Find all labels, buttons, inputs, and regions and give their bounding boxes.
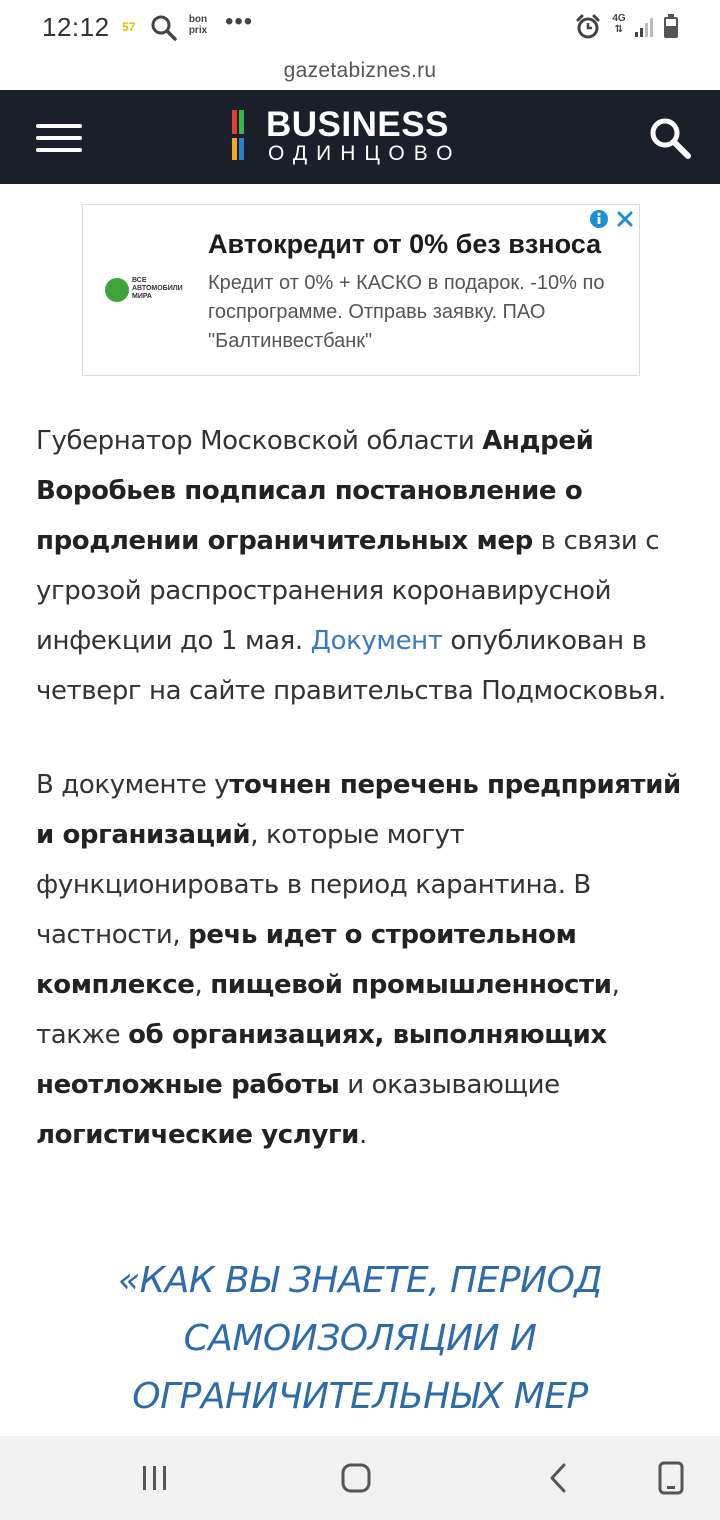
ad-description[interactable]: Кредит от 0% + КАСКО в подарок. -10% по госпрограмме. Отправь заявку. ПАО "Балтинвестбанк" [208,272,605,352]
text-run: Губернатор Московской области [36,426,483,456]
home-icon[interactable] [340,1462,372,1494]
battery-icon [664,14,678,38]
system-nav-bar [0,1436,720,1520]
info-icon[interactable] [589,209,609,229]
logo-main-text: BUSINESS [266,105,449,144]
more-notifications-icon: ••• [225,8,254,35]
bold-text: об организациях, выполняющих неотложные работы [36,1020,607,1100]
bold-text: пищевой промышленности [210,970,612,1000]
search-icon [150,14,178,42]
notification-badge: 57 [122,20,136,34]
ad-title[interactable]: Автокредит от 0% без взноса [208,229,602,259]
logo-bar-green [239,110,244,134]
recents-icon[interactable] [140,1464,170,1492]
bold-text: речь идет о строительном комплексе [36,920,577,1000]
ad-logo-text [132,277,183,301]
close-icon[interactable] [615,209,635,229]
text-run: и оказывающие [339,1070,560,1100]
network-arrows: ⇅ [614,24,624,35]
back-icon[interactable] [546,1462,570,1494]
ad-logo-line3: МИРА [132,293,152,300]
logo-bar-blue [239,138,244,160]
pull-quote: «КАК ВЫ ЗНАЕТЕ, ПЕРИОД САМОИЗОЛЯЦИИ И ОГРАНИЧИТЕЛЬНЫХ МЕР [117,1260,603,1417]
menu-icon[interactable] [36,122,84,154]
text-run: опубликован в четверг на сайте правительства Подмосковья. [36,626,666,706]
status-bar [0,0,720,56]
article-paragraph-2 [36,760,696,1160]
ad-banner[interactable] [82,204,640,376]
url-text[interactable]: gazetabiznes.ru [283,59,437,82]
text-run: . [359,1120,367,1150]
article-body [36,416,696,1160]
bold-text: точнен перечень предприятий и организаций [36,770,681,850]
search-icon[interactable] [648,116,692,160]
logo-sub-text: ОДИНЦОВО [268,142,462,165]
bonprix-line2: prix [188,25,208,36]
text-run: , [194,970,211,1000]
text-run: , также [36,970,620,1050]
site-header [0,90,720,184]
alarm-icon [575,14,601,40]
text-run: в связи с угрозой распространения коронавирусной инфекции до 1 мая. [36,526,660,656]
tree-logo-icon [105,278,129,302]
logo-color-bars [232,110,258,160]
text-run: , которые могут функционировать в период карантина. В частности, [36,820,591,950]
document-link[interactable]: Документ [310,626,443,656]
bonprix-app-icon [186,14,210,36]
bonprix-line1: bon [188,14,208,25]
logo-bar-orange [232,138,237,160]
status-time: 12:12 [42,12,110,42]
ad-advertiser-logo [105,275,187,305]
bold-text: Андрей Воробьев подписал постановление о продлении ограничительных мер [36,426,594,556]
ad-logo-line2: АВТОМОБИЛИ [132,285,183,292]
screen-icon[interactable] [656,1460,686,1496]
article-paragraph-1 [36,416,696,716]
signal-icon [634,16,656,38]
ad-logo-line1: ВСЕ [132,277,147,284]
site-logo[interactable] [232,105,492,168]
network-type: 4G [612,13,626,24]
logo-bar-red [232,110,237,134]
address-bar[interactable] [0,56,720,90]
bold-text: логистические услуги [36,1120,360,1150]
text-run: В документе у [36,770,230,800]
network-4g-icon [610,13,628,35]
